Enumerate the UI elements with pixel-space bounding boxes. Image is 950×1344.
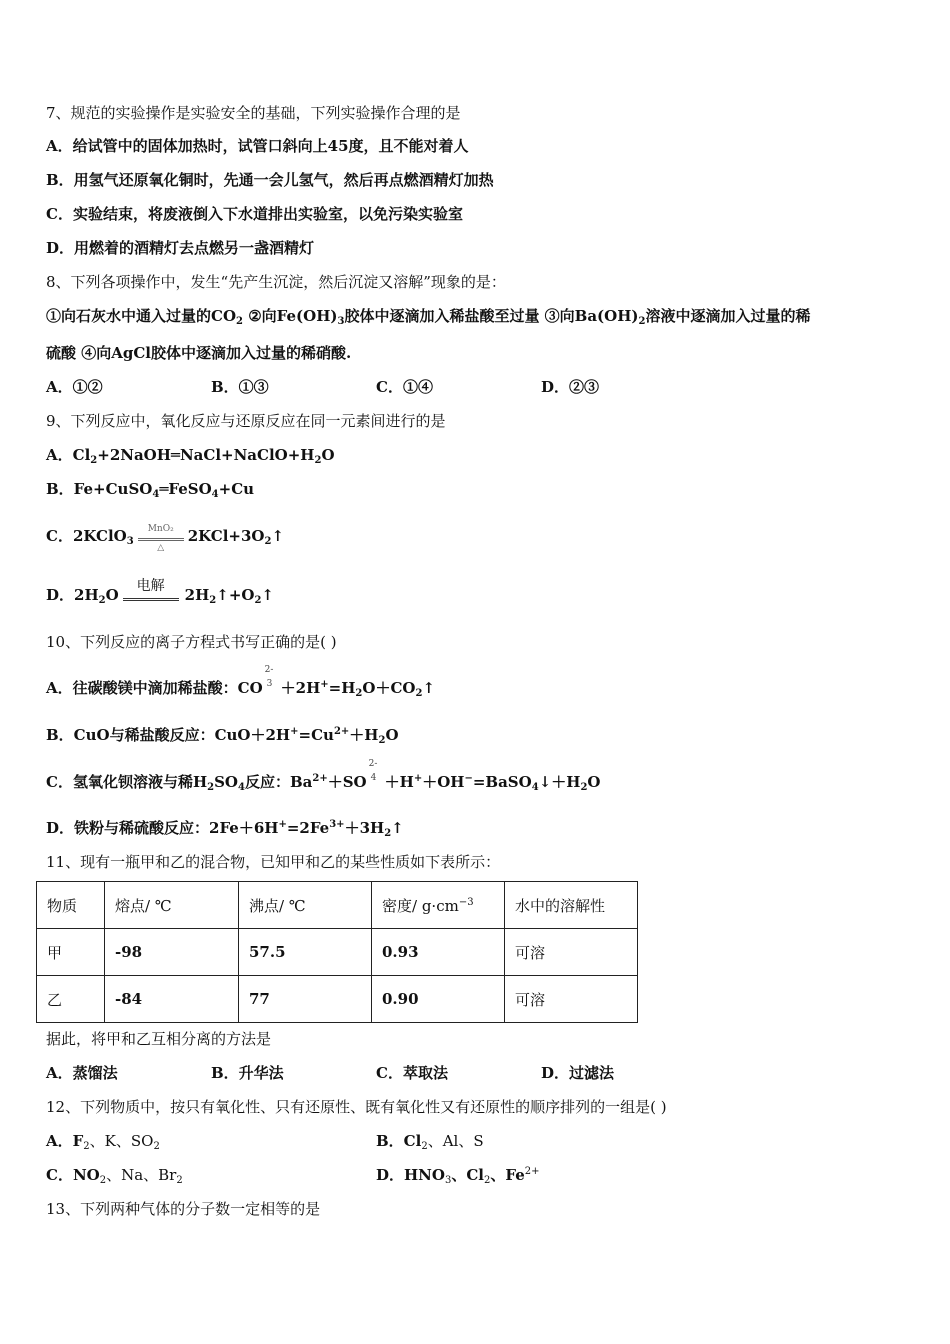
q12-option-c: C．$NO_2$、Na、$Br_2$ bbox=[46, 1166, 183, 1186]
q9-option-a: A．$Cl_2+2NaOH═NaCl+NaClO+H_2O$ bbox=[46, 446, 335, 466]
table-cell: 甲 bbox=[37, 929, 105, 976]
q8-option-c: C．①④ bbox=[376, 378, 433, 396]
table-cell: 可溶 bbox=[505, 976, 638, 1023]
q10-option-b: B．CuO与稀盐酸反应：$CuO+2H^+=Cu^{2+}+H_2O$ bbox=[46, 726, 399, 746]
table-cell: -84 bbox=[105, 976, 239, 1023]
q10-option-d: D．铁粉与稀硫酸反应：$2Fe+6H^+=2Fe^{3+}+3H_2↑$ bbox=[46, 819, 404, 839]
properties-table bbox=[36, 881, 638, 1023]
table-header-row bbox=[37, 882, 638, 929]
table-cell: 可溶 bbox=[505, 929, 638, 976]
q12-stem: 12、下列物质中，按只有氧化性、只有还原性、既有氧化性又有还原性的顺序排列的一组是( ) bbox=[46, 1098, 667, 1116]
reaction-condition-electrolysis: 电解 bbox=[123, 586, 179, 606]
q9-option-b: B．Fe+CuSO$_4$═FeSO$_4$+Cu bbox=[46, 480, 255, 500]
q10-option-a: A．往碳酸镁中滴加稀盐酸：CO 2- 3 $+2H^+=H_2O+CO_2↑$ bbox=[46, 665, 436, 699]
q11-followup: 据此，将甲和乙互相分离的方法是 bbox=[46, 1030, 272, 1048]
q11-option-a: A．蒸馏法 bbox=[46, 1064, 118, 1082]
table-cell: -98 bbox=[105, 929, 239, 976]
q7-option-b: B．用氢气还原氧化铜时，先通一会儿氢气，然后再点燃酒精灯加热 bbox=[46, 171, 494, 189]
table-header-cell: 水中的溶解性 bbox=[505, 882, 638, 929]
q8-choices-line2: 硫酸 ④向AgCl胶体中逐滴加入过量的稀硝酸. bbox=[46, 344, 352, 362]
q8-stem: 8、下列各项操作中，发生“先产生沉淀，然后沉淀又溶解”现象的是： bbox=[46, 273, 506, 291]
q9-option-c: C．2KClO$_3$ MnO₂ △ $2KCl+3O_2↑$ bbox=[46, 524, 285, 553]
table-cell: 57.5 bbox=[239, 929, 372, 976]
q7-option-d: D．用燃着的酒精灯去点燃另一盏酒精灯 bbox=[46, 239, 315, 257]
q8-option-a: A．①② bbox=[46, 378, 103, 396]
table-cell: 77 bbox=[239, 976, 372, 1023]
q9-stem: 9、下列反应中，氧化反应与还原反应在同一元素间进行的是 bbox=[46, 412, 446, 430]
table-header-cell: 密度/ $g\cdot cm^{-3}$ bbox=[372, 882, 505, 929]
q11-stem: 11、现有一瓶甲和乙的混合物，已知甲和乙的某些性质如下表所示： bbox=[46, 853, 501, 871]
q11-option-b: B．升华法 bbox=[211, 1064, 284, 1082]
q13-stem: 13、下列两种气体的分子数一定相等的是 bbox=[46, 1200, 321, 1218]
q11-option-c: C．萃取法 bbox=[376, 1064, 448, 1082]
q12-option-a: A．$F_2$、K、$SO_2$ bbox=[46, 1132, 160, 1152]
q8-choices-line1: ①向石灰水中通入过量的$CO_2$ ②向$Fe(OH)_3$胶体中逐滴加入稀盐酸至过量 ③向$Ba(OH)_2$溶液中逐滴加入过量的稀 bbox=[46, 307, 811, 327]
table-row bbox=[37, 976, 638, 1023]
q10-stem: 10、下列反应的离子方程式书写正确的是( ) bbox=[46, 633, 337, 651]
q7-stem: 7、规范的实验操作是实验安全的基础，下列实验操作合理的是 bbox=[46, 104, 461, 122]
q12-option-d: D．$HNO_3$、$Cl_2$、$Fe^{2+}$ bbox=[376, 1166, 540, 1186]
q7-option-c: C．实验结束，将废液倒入下水道排出实验室，以免污染实验室 bbox=[46, 205, 463, 223]
table-cell: 0.90 bbox=[372, 976, 505, 1023]
table-cell: 0.93 bbox=[372, 929, 505, 976]
reaction-condition-mno2-heat: MnO₂ △ bbox=[136, 527, 186, 547]
table-cell: 乙 bbox=[37, 976, 105, 1023]
table-header-cell: 熔点/ ℃ bbox=[105, 882, 239, 929]
q10-option-c: C．氢氧化钡溶液与稀$H_2SO_4$反应：$Ba^{2+}+SO$ 2- 4 $+H^++OH^-=BaSO_4↓+H_2O$ bbox=[46, 759, 601, 793]
table-header-cell: 物质 bbox=[37, 882, 105, 929]
q11-option-d: D．过滤法 bbox=[541, 1064, 615, 1082]
table-row bbox=[37, 929, 638, 976]
q8-option-b: B．①③ bbox=[211, 378, 269, 396]
table-header-cell: 沸点/ ℃ bbox=[239, 882, 372, 929]
q12-option-b: B．$Cl_2$、Al、S bbox=[376, 1132, 484, 1152]
q8-option-d: D．②③ bbox=[541, 378, 600, 396]
q9-option-d: D．$2H_2O$ 电解 $2H_2↑+O_2↑$ bbox=[46, 578, 274, 606]
q7-option-a: A．给试管中的固体加热时，试管口斜向上45度，且不能对着人 bbox=[46, 137, 469, 155]
